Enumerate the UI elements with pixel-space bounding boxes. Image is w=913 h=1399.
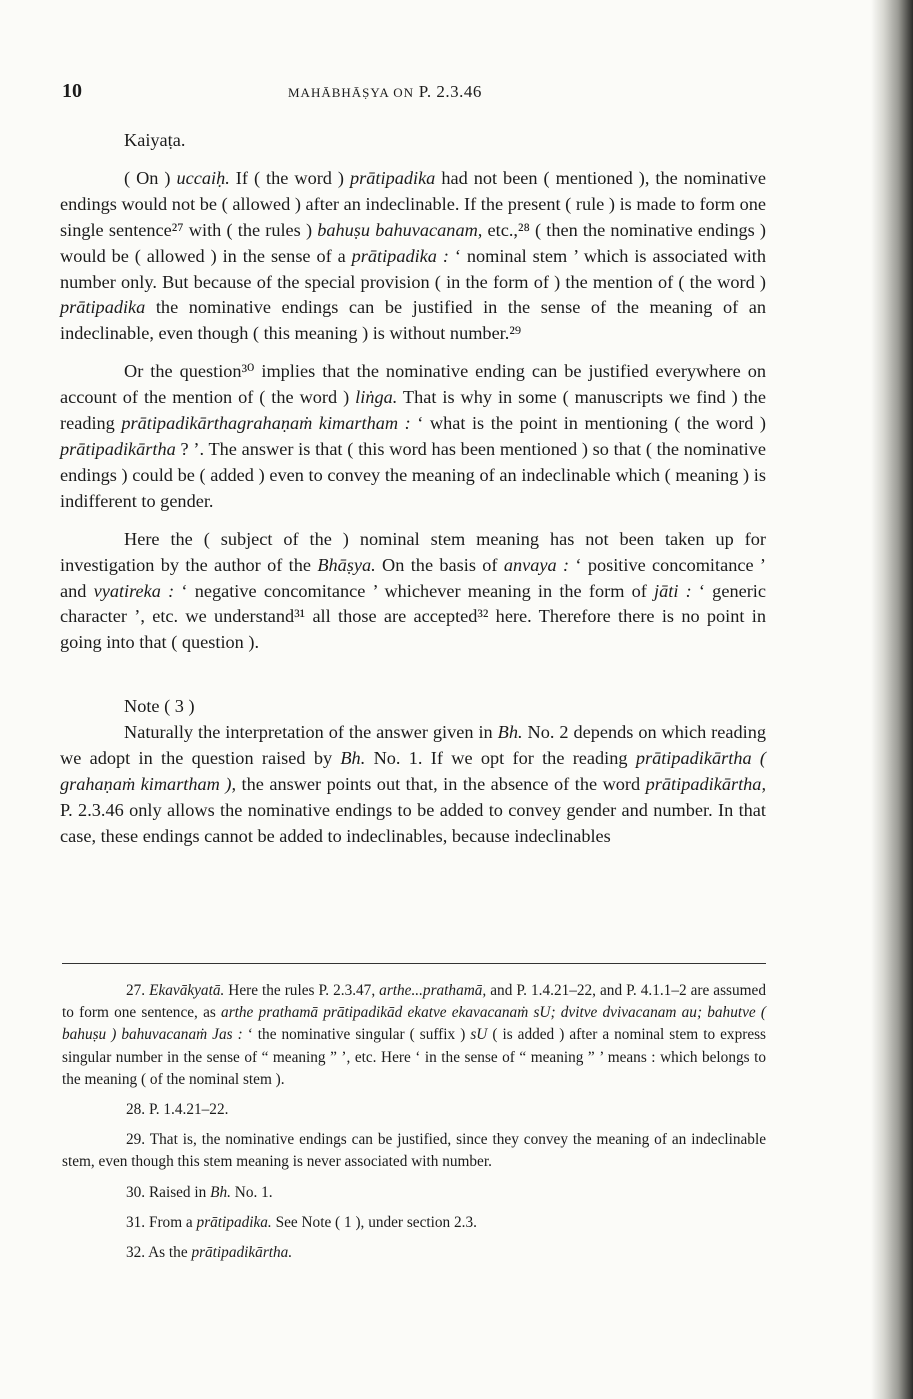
paragraph-1: ( On ) uccaiḥ. If ( the word ) prātipadika had not been ( mentioned ), the nominative endings would not be ( allowed ) after an indeclinable. If the present ( rule ) is made to form one single sentence²⁷ with ( the rules ) bahuṣu bahuvacanam, etc.,²⁸ ( then the nominative endings ) would be ( allowed ) in the sense of a prātipadika : ‘ nominal stem ’ which is associated with number only. But because of the special provision ( in the form of ) the mention of ( the word ) prātipadika the nominative endings can be justified in the sense of the meaning of an indeclinable, even though ( this meaning ) is without number.²⁹ [60,167,767,344]
footnote-separator [62,963,766,964]
heading-note-3: Note ( 3 ) [124,696,195,717]
running-title [288,82,482,102]
running-head [62,80,792,104]
footnote-30: 30. Raised in Bh. No. 1. [126,1183,273,1201]
page-number: 10 [62,80,82,102]
main-text [60,128,766,850]
footnote-27: 27. Ekavākyatā. Here the rules P. 2.3.47, arthe...prathamā, and P. 1.4.21–22, and P. 4.1.1–2 are assumed to form one sentence, as arthe prathamā prātipadikād ekatve ekavacanaṁ sU; dvitve dvivacanam au; bahutve ( bahuṣu ) bahuvacanaṁ Jas : ‘ the nominative singular ( suffix ) sU ( is added ) after a nominal stem to express singular number in the sense of “ meaning ” ’, etc. Here ‘ in the sense of “ meaning ” ’ means : which belongs to the meaning ( of the nominal stem ). [62,982,767,1088]
footnote-28: 28. P. 1.4.21–22. [126,1101,229,1119]
paragraph-2: Or the question³⁰ implies that the nominative ending can be justified everywhere on account of the mention of ( the word ) liṅga. That is why in some ( manuscripts we find ) the reading prātipadikārthagrahaṇaṁ kimartham : ‘ what is the point in mentioning ( the word ) prātipadikārtha ? ’. The answer is that ( this word has been mentioned ) so that ( the nominative endings ) could be ( added ) even to convey the meaning of an indeclinable which ( meaning ) is indifferent to gender. [60,361,767,511]
heading-kaiyata: Kaiyaṭa. [124,130,186,150]
running-title-text: MAHĀBHĀṢYA ON [288,85,415,100]
footnote-29: 29. That is, the nominative endings can be justified, since they convey the meaning of an indeclinable stem, even though this stem meaning is never associated with number. [62,1131,766,1171]
book-binding-shadow [871,0,913,1399]
footnotes [62,980,766,1264]
paragraph-4: Naturally the interpretation of the answer given in Bh. No. 2 depends on which reading we adopt in the question raised by Bh. No. 1. If we opt for the reading prātipadikārtha ( grahaṇaṁ kimartham ), the answer points out that, in the absence of the word prātipadikārtha, P. 2.3.46 only allows the nominative endings to be added to convey gender and number. In that case, these endings cannot be added to indeclinables, because indeclinables [60,722,767,846]
footnote-32: 32. As the prātipadikārtha. [126,1244,293,1262]
footnote-31: 31. From a prātipadika. See Note ( 1 ), under section 2.3. [126,1213,477,1231]
paragraph-3: Here the ( subject of the ) nominal stem meaning has not been taken up for investigation by the author of the Bhāṣya. On the basis of anvaya : ‘ positive concomitance ’ and vyatireka : ‘ negative concomitance ’ whichever meaning in the form of jāti : ‘ generic character ’, etc. we understand³¹ all those are accepted³² here. Therefore there is no point in going into that ( question ). [60,528,766,653]
running-title-reference: P. 2.3.46 [418,82,482,101]
